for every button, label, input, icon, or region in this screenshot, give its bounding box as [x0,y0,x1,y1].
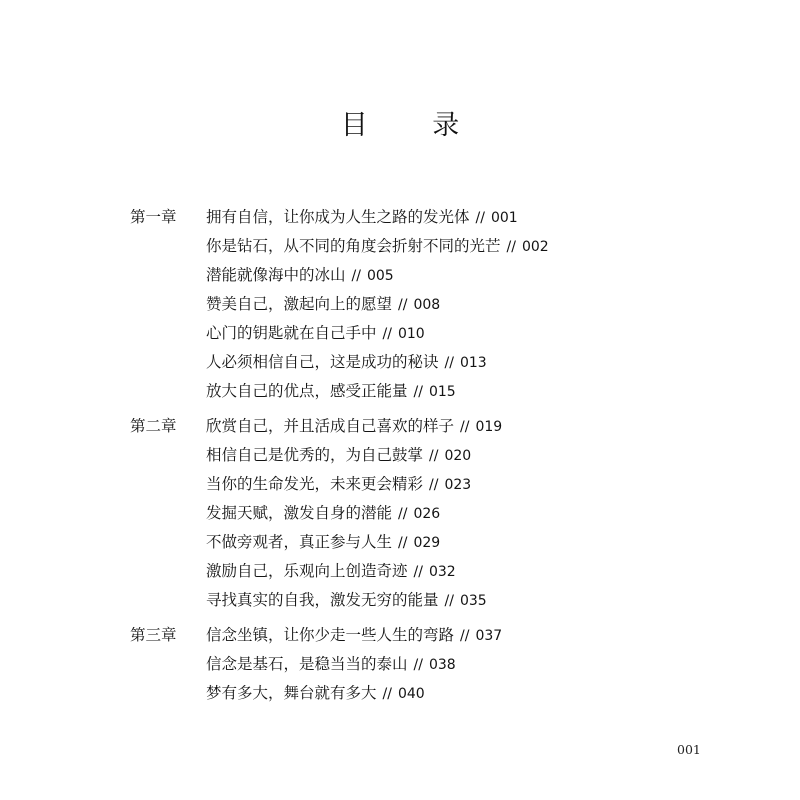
toc-entry[interactable] [130,528,730,557]
toc-entry[interactable] [130,348,730,377]
page-number: 023 [444,477,472,493]
page-separator: // [398,506,408,522]
page-separator: // [398,535,408,551]
toc-entry[interactable] [130,319,730,348]
page-number: 037 [475,628,503,644]
toc-entry[interactable] [130,261,730,290]
toc-entry[interactable] [130,499,730,528]
chapter-title: 信念坐镇，让你少走一些人生的弯路 [206,626,455,644]
entry-title: 相信自己是优秀的，为自己鼓掌 [206,446,424,464]
page-number: 015 [428,384,456,400]
page-number: 020 [444,448,472,464]
page-number: 002 [521,239,549,255]
page-separator: // [460,628,470,644]
entry-title: 放大自己的优点，感受正能量 [206,382,408,400]
toc-entry[interactable] [130,679,730,708]
chapter-heading[interactable] [130,203,730,232]
page-separator: // [429,477,439,493]
entry-title: 信念是基石，是稳当当的泰山 [206,655,408,673]
page-separator: // [398,297,408,313]
entry-title: 梦有多大，舞台就有多大 [206,684,377,702]
page-separator: // [413,564,423,580]
page-number: 032 [428,564,456,580]
page-number: 038 [428,657,456,673]
page-separator: // [444,355,454,371]
page-separator: // [444,593,454,609]
chapter-heading[interactable] [130,621,730,650]
chapter-title: 欣赏自己，并且活成自己喜欢的样子 [206,417,455,435]
page-number: 010 [397,326,425,342]
page-separator: // [506,239,516,255]
chapter-number: 第一章 [130,208,177,226]
page-number: 035 [459,593,487,609]
entry-title: 寻找真实的自我，激发无穷的能量 [206,591,439,609]
toc-entry[interactable] [130,557,730,586]
entry-title: 不做旁观者，真正参与人生 [206,533,393,551]
folio-page-number: 001 [677,742,701,757]
entry-title: 人必须相信自己，这是成功的秘诀 [206,353,439,371]
chapter-3 [130,621,730,708]
page-separator: // [413,657,423,673]
page-separator: // [475,210,485,226]
page-title: 目 录 [340,110,488,141]
chapter-1 [130,203,730,406]
page-separator: // [413,384,423,400]
entry-title: 激励自己，乐观向上创造奇迹 [206,562,408,580]
entry-title: 当你的生命发光，未来更会精彩 [206,475,424,493]
page-number: 001 [490,210,518,226]
page-number: 005 [366,268,394,284]
page-number: 040 [397,686,425,702]
toc-entry[interactable] [130,650,730,679]
toc-entry[interactable] [130,470,730,499]
entry-title: 潜能就像海中的冰山 [206,266,346,284]
page-separator: // [429,448,439,464]
toc-entry[interactable] [130,377,730,406]
chapter-number: 第三章 [130,626,177,644]
entry-title: 心门的钥匙就在自己手中 [206,324,377,342]
toc-entry[interactable] [130,290,730,319]
page-number: 019 [475,419,503,435]
page-separator: // [382,326,392,342]
entry-title: 发掘天赋，激发自身的潜能 [206,504,393,522]
toc-entry[interactable] [130,441,730,470]
page-number: 008 [413,297,441,313]
page-separator: // [351,268,361,284]
chapter-2 [130,412,730,615]
page-separator: // [460,419,470,435]
table-of-contents [130,203,730,708]
page-number: 029 [413,535,441,551]
toc-entry[interactable] [130,232,730,261]
page-number: 013 [459,355,487,371]
page-separator: // [382,686,392,702]
toc-entry[interactable] [130,586,730,615]
entry-title: 你是钻石，从不同的角度会折射不同的光芒 [206,237,501,255]
chapter-heading[interactable] [130,412,730,441]
chapter-number: 第二章 [130,417,177,435]
entry-title: 赞美自己，激起向上的愿望 [206,295,393,313]
page-number: 026 [413,506,441,522]
chapter-title: 拥有自信，让你成为人生之路的发光体 [206,208,470,226]
